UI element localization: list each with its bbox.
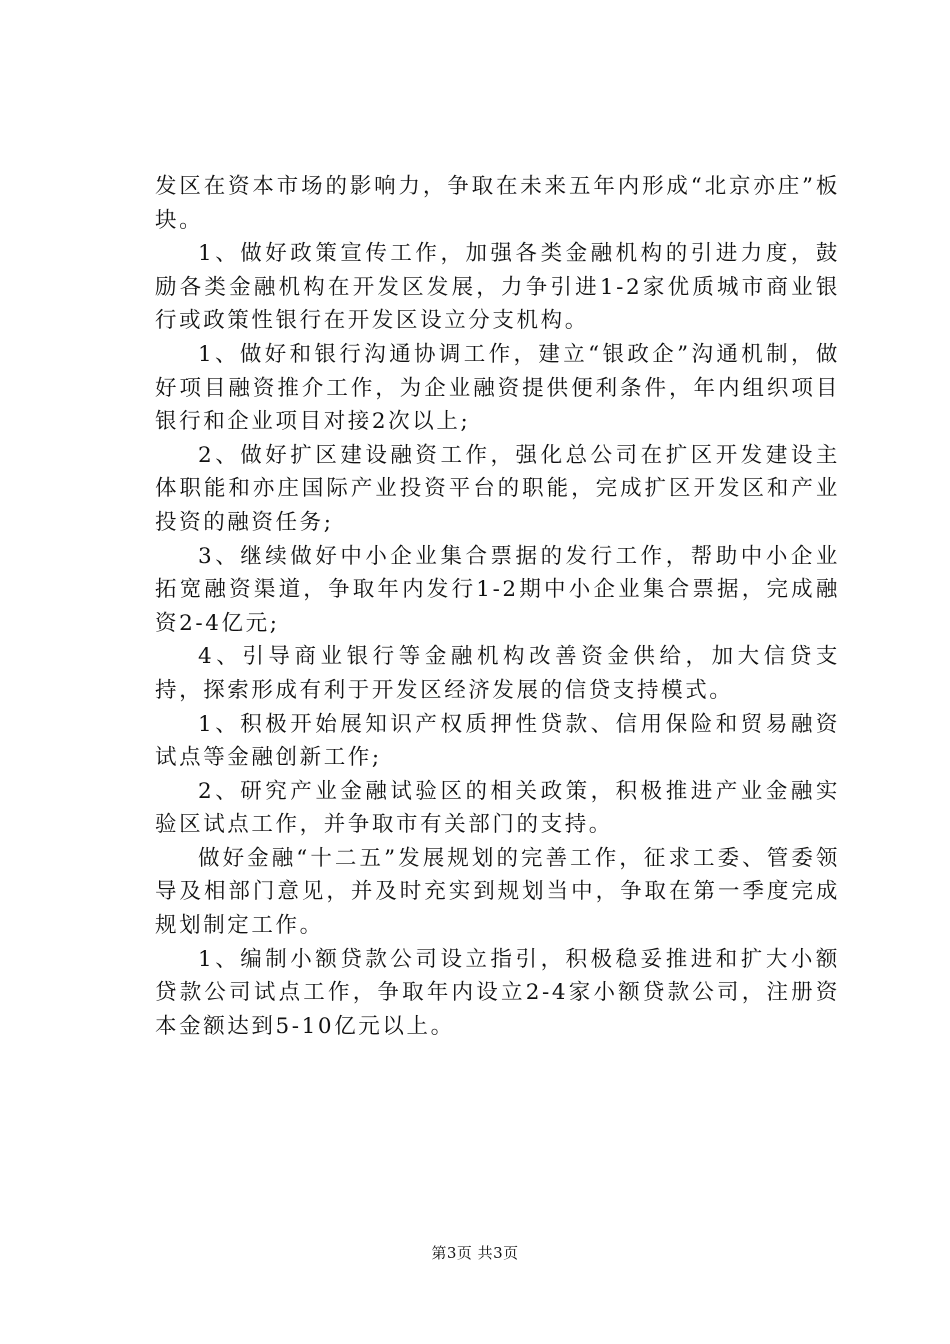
paragraph-item: 做好金融“十二五”发展规划的完善工作，征求工委、管委领导及相部门意见，并及时充实到规划当中，争取在第一季度完成规划制定工作。 — [155, 845, 840, 939]
paragraph-item: 1、编制小额贷款公司设立指引，积极稳妥推进和扩大小额贷款公司试点工作，争取年内设立2-4家小额贷款公司，注册资本金额达到5-10亿元以上。 — [155, 946, 840, 1039]
paragraph-continuation: 发区在资本市场的影响力，争取在未来五年内形成“北京亦庄”板块。 — [155, 174, 840, 233]
paragraph-item: 2、研究产业金融试验区的相关政策，积极推进产业金融实验区试点工作，并争取市有关部门的支持。 — [155, 778, 840, 838]
paragraph-item: 2、做好扩区建设融资工作，强化总公司在扩区开发建设主体职能和亦庄国际产业投资平台的职能，完成扩区开发区和产业投资的融资任务; — [155, 442, 840, 535]
page-number-footer: 第3页 共3页 — [431, 1244, 519, 1262]
paragraph-item: 1、做好政策宣传工作，加强各类金融机构的引进力度，鼓励各类金融机构在开发区发展，力争引进1-2家优质城市商业银行或政策性银行在开发区设立分支机构。 — [155, 241, 840, 334]
paragraph-item: 4、引导商业银行等金融机构改善资金供给，加大信贷支持，探索形成有利于开发区经济发展的信贷支持模式。 — [155, 644, 840, 703]
document-body — [155, 170, 840, 1043]
paragraph-item: 1、积极开始展知识产权质押性贷款、信用保险和贸易融资试点等金融创新工作; — [155, 711, 840, 771]
paragraph-item: 1、做好和银行沟通协调工作，建立“银政企”沟通机制，做好项目融资推介工作，为企业融资提供便利条件，年内组织项目银行和企业项目对接2次以上; — [155, 341, 840, 435]
paragraph-item: 3、继续做好中小企业集合票据的发行工作，帮助中小企业拓宽融资渠道，争取年内发行1-2期中小企业集合票据，完成融资2-4亿元; — [155, 543, 840, 636]
